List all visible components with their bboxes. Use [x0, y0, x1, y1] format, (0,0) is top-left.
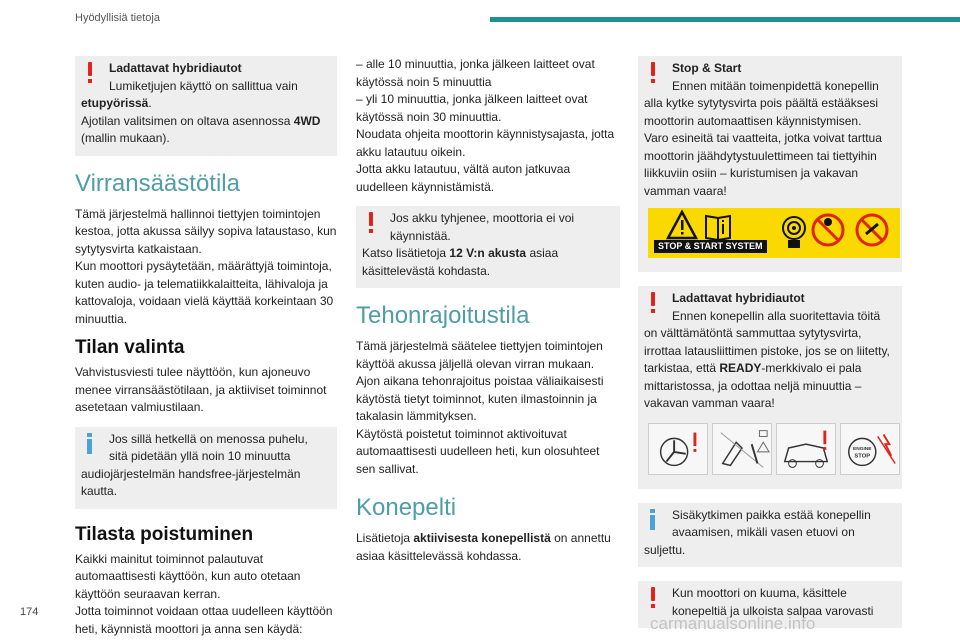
warning-box-battery — [356, 206, 620, 288]
warning-exclamation-icon — [649, 587, 657, 609]
fan-warning-panel — [648, 423, 708, 475]
box-line: Jos akku tyhjenee, moottoria ei voi — [390, 211, 575, 225]
column-right — [638, 56, 902, 640]
list-item: – yli 10 minuuttia, jonka jälkeen laitteet ovat käytössä noin 30 minuuttia. — [356, 92, 588, 124]
warning-exclamation-icon — [649, 62, 657, 84]
stop-label: STOP — [854, 453, 871, 460]
box-line: Sisäkytkimen paikka estää konepellin — [672, 507, 871, 522]
box-title: Stop & Start — [672, 61, 742, 75]
info-box-phone-call — [75, 427, 337, 509]
warning-box-hybrid-chains — [75, 56, 337, 156]
info-icon — [649, 509, 657, 531]
heading-power-limit: Tehonrajoitustila — [356, 302, 530, 329]
stop-start-label: STOP & START SYSTEM — [654, 240, 767, 253]
bold-text: aktiivisesta konepellistä — [413, 531, 551, 545]
box-line: Ennen mitään toimenpidettä konepellin — [672, 78, 879, 93]
box-text: Varo esineitä tai vaatteita, jotka voivat tarttua moottorin jäähdytystuulettimeen tai tiettyihin liikkuviin osiin – kuristumisen ja vakavan vamman vaara! — [644, 131, 882, 198]
info-icon — [86, 433, 94, 455]
paragraph: Noudata ohjeita moottorin käynnistysajasta, jotta akku latautuu oikein. — [356, 127, 615, 159]
box-line: Kun moottori on kuuma, käsittele — [672, 586, 847, 600]
paragraph-text: on annettu asiaa käsittelevässä kohdassa. — [356, 531, 611, 563]
box-line: (mallin mukaan). — [81, 131, 170, 145]
header-accent-bar — [490, 17, 960, 22]
paragraph: Jotta akku latautuu, vältä auton jatkuvaa uudelleen käynnistämistä. — [356, 162, 571, 194]
bold-text: etupyörissä — [81, 96, 149, 110]
box-line: sitä pidetään yllä noin 10 minuutta — [109, 449, 291, 463]
column-left — [75, 56, 337, 638]
box-line: avaamisen, mikäli vasen etuovi on — [672, 525, 855, 539]
warning-exclamation-icon — [367, 212, 375, 234]
box-line: audiojärjestelmän handsfree-järjestelmän kautta. — [81, 466, 301, 498]
car-engine-icon — [777, 424, 835, 474]
paragraph: Vahvistusviesti tulee näyttöön, kun ajoneuvo menee virransäästötilaan, ja aktiiviset toiminnot asetetaan valmiustilaan. — [75, 365, 327, 414]
paragraph: Kaikki mainitut toiminnot palautuvat automaattisesti käyttöön, kun auto otetaan käyttöön seuraavan kerran. — [75, 551, 301, 601]
box-line: suljettu. — [644, 542, 686, 557]
paragraph: Ajon aikana tehonrajoitus poistaa väliaikaisesti käytöstä tietyt toiminnot, kuten ilmastoinnin ja takalasin lämmityksen. — [356, 374, 604, 423]
bold-text: 12 V:n akusta — [449, 246, 527, 260]
box-title: Ladattavat hybridiautot — [672, 291, 805, 305]
hybrid-warning-illustration — [648, 423, 900, 475]
box-title: Ladattavat hybridiautot — [109, 61, 242, 75]
paragraph: Kun moottori pysäytetään, määrättyjä toimintoja, kuten audio- ja telematiikkalaitteita, lähivaloja ja kattovaloja, voidaan vielä käyttää korkeintaan 30 minuuttia. — [75, 259, 334, 326]
text-end: . — [148, 96, 152, 110]
bold-text: READY — [719, 361, 762, 375]
list-item: – alle 10 minuuttia, jonka jälkeen laitteet ovat käytössä noin 5 minuuttia — [356, 57, 595, 89]
heading-exit: Tilasta poistuminen — [75, 523, 254, 545]
engine-label: ENGINE — [853, 446, 872, 452]
engine-bay-warning-panel — [776, 423, 836, 475]
watermark-text: carmanualsonline.info — [650, 614, 816, 633]
box-text: on välttämätöntä sammuttaa sytytysvirta, irrottaa latausliittimen pistoke, jos se on liitetty, tarkistaa, että — [644, 326, 890, 375]
paragraph: Käytöstä poistetut toiminnot aktivoituvat automaattisesti uudelleen heti, kun olosuhteet sen sallivat. — [356, 426, 600, 476]
page-number: 174 — [20, 606, 39, 618]
paragraph: Tämä järjestelmä säätelee tiettyjen toimintojen käyttöä akussa jäljellä olevan virran mukaan. — [356, 339, 603, 371]
engine-stop-button-icon — [841, 424, 899, 474]
paragraph: Tämä järjestelmä hallinnoi tiettyjen toimintojen kestoa, jotta akussa säilyy sopiva lataustaso, kun sytytysvirta katkaistaan. — [75, 206, 337, 256]
hands-warning-panel — [712, 423, 772, 475]
box-line: käynnistää. — [390, 228, 451, 243]
paragraph: Jotta toiminnot voidaan ottaa uudelleen käyttöön heti, käynnistä moottori ja anna sen käydä: — [75, 604, 333, 636]
box-line: Lumiketjujen käyttö on sallittua vain — [109, 78, 298, 93]
warning-box-stop-start — [638, 56, 902, 272]
bold-text: 4WD — [293, 113, 321, 128]
box-text: asiaa käsittelevästä kohdasta. — [362, 246, 559, 278]
box-line: Ennen konepellin alla suoritettavia töitä — [672, 308, 881, 323]
info-box-interior-switch — [638, 503, 902, 568]
engine-stop-panel — [840, 423, 900, 475]
box-line: Jos sillä hetkellä on menossa puhelu, — [109, 431, 308, 446]
header-title: Hyödyllisiä tietoja — [75, 12, 160, 24]
heading-mode-select: Tilan valinta — [75, 337, 185, 358]
box-text: -merkkivalo ei pala mittaristossa, ja odottaa neljä minuuttia – vakavan vamman vaara! — [644, 361, 862, 410]
heading-bonnet: Konepelti — [356, 494, 457, 521]
box-text: alla kytke sytytysvirta pois päältä estääksesi moottorin automaattisen käynnistymisen. — [644, 96, 879, 128]
warning-box-hybrid-bonnet — [638, 286, 902, 489]
warning-exclamation-icon — [649, 292, 657, 314]
hand-tool-icon — [713, 424, 771, 474]
box-line: konepeltiä ja ulkoista salpaa varovasti — [672, 603, 874, 618]
box-text: Katso lisätietoja — [362, 246, 450, 260]
warning-exclamation-icon — [86, 62, 94, 84]
fan-icon — [649, 424, 707, 474]
heading-power-save: Virransäästötila — [75, 169, 240, 197]
stop-start-warning-illustration — [648, 208, 900, 258]
box-line: Ajotilan valitsimen on oltava asennossa — [81, 113, 294, 128]
paragraph-text: Lisätietoja — [356, 531, 414, 545]
column-middle — [356, 56, 620, 565]
